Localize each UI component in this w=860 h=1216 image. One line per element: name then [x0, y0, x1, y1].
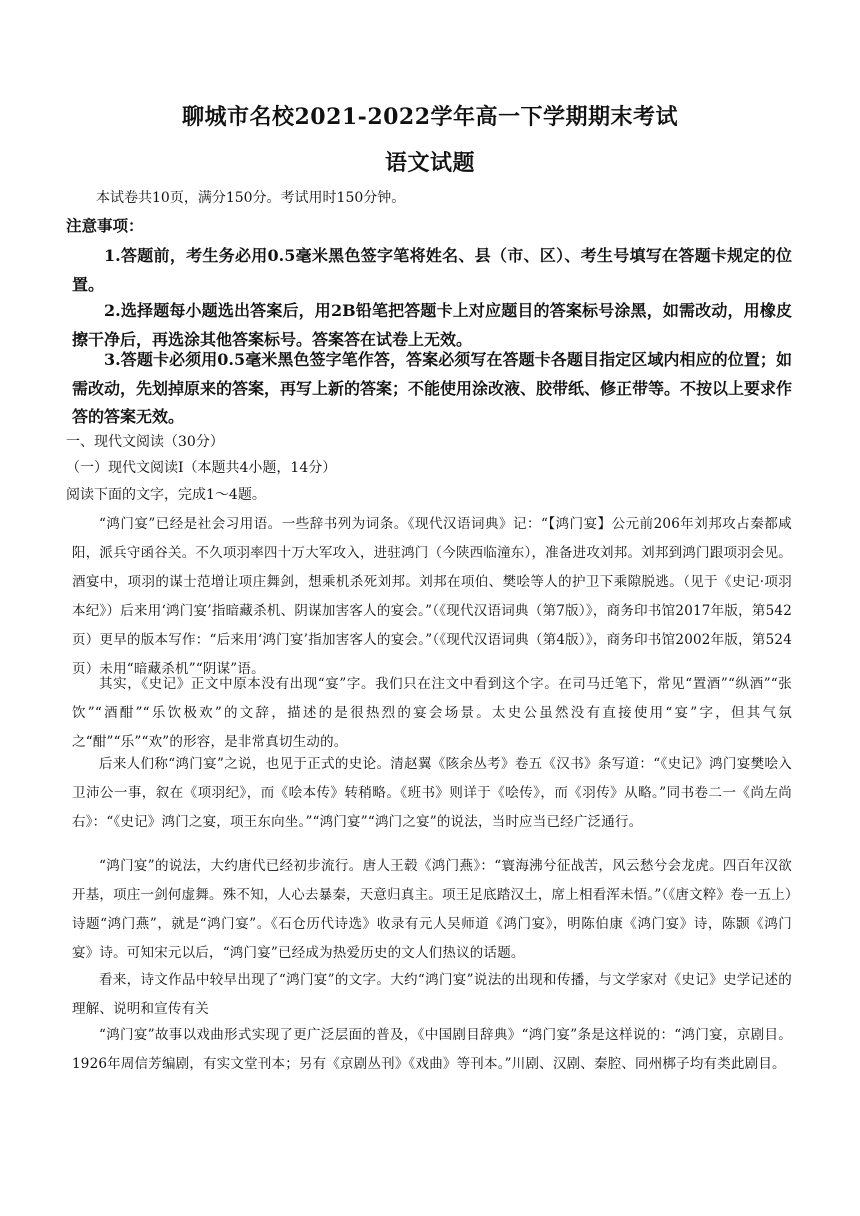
notice-item-3: 3.答题卡必须用0.5毫米黑色签字笔作答，答案必须写在答题卡各题目指定区域内相应的位置；如需改动，先划掉原来的答案，再写上新的答案；不能使用涂改液、胶带纸、修正带等。不按以上要求作答的答案无效。: [72, 350, 793, 426]
exam-intro: 本试卷共10页，满分150分。考试用时150分钟。: [96, 190, 406, 206]
notice-heading: 注意事项：: [66, 216, 144, 235]
exam-title: 聊城市名校2021-2022学年高一下学期期末考试: [181, 104, 679, 130]
passage-paragraph-1: “鸿门宴”已经是社会习用语。一些辞书列为词条。《现代汉语词典》记：“【鸿门宴】公元前206年刘邦攻占秦都咸阳，派兵守函谷关。不久项羽率四十万大军攻入，进驻鸿门（今陕西临潼东），准备进攻刘邦。刘邦到鸿门跟项羽会见。酒宴中，项羽的谋士范增让项庄舞剑，想乘机杀死刘邦。刘邦在项伯、樊哙等人的护卫下乘隙脱逃。（见于《史记·项羽本纪》）后来用‘鸿门宴’指暗藏杀机、阴谋加害客人的宴会。”（《现代汉语词典（第7版）》，商务印书馆2017年版，第542页）更早的版本写作：“后来用‘鸿门宴’指加害客人的宴会。”（《现代汉语词典（第4版）》，商务印书馆2002年版，第524页）未用“暗藏杀机”“阴谋”语。: [72, 516, 792, 677]
exam-subtitle: 语文试题: [384, 150, 475, 176]
passage-paragraph-2: 其实，《史记》正文中原本没有出现“宴”字。我们只在注文中看到这个字。在司马迁笔下，常见“置酒”“纵酒”“张饮”“酒酣”“乐饮极欢”的文辞，描述的是很热烈的宴会场景。太史公虽然没有直接使用“宴”字，但其气氛之“酣”“乐”“欢”的形容，是非常真切生动的。: [72, 676, 792, 750]
passage-paragraph-4: “鸿门宴”的说法，大约唐代已经初步流行。唐人王毂《鸿门燕》：“寰海沸兮征战苦，风云愁兮会龙虎。四百年汉欲开基，项庄一剑何虚舞。殊不知，人心去暴秦，天意归真主。项王足底踏汉土，席上相看浑未悟。”（《唐文粹》卷一五上）诗题“鸿门燕”，就是“鸿门宴”。《石仓历代诗选》收录有元人吴师道《鸿门宴》，明陈伯康《鸿门宴》诗，陈颢《鸿门宴》诗。可知宋元以后，“鸿门宴”已经成为热爱历史的文人们热议的话题。: [72, 858, 792, 961]
passage-paragraph-3: 后来人们称“鸿门宴”之说，也见于正式的史论。清赵翼《陔余丛考》卷五《汉书》条写道：“《史记》鸿门宴樊哙入卫沛公一事，叙在《项羽纪》，而《哙本传》转稍略。《班书》则详于《哙传》，而《羽传》从略。”同书卷二一《尚左尚右》：“《史记》鸿门之宴，项王东向坐。”“鸿门宴”“鸿门之宴”的说法，当时应当已经广泛通行。: [72, 756, 792, 830]
passage-paragraph-6: “鸿门宴”故事以戏曲形式实现了更广泛层面的普及，《中国剧目辞典》“鸿门宴”条是这样说的：“鸿门宴，京剧目。1926年周信芳编剧，有实文堂刊本；另有《京剧丛刊》《戏曲》等刊本。”川剧、汉剧、秦腔、同州梆子均有类此剧目。: [72, 1027, 792, 1072]
section-heading: 一、现代文阅读（30分）: [66, 434, 224, 450]
reading-instruction: 阅读下面的文字，完成1～4题。: [66, 487, 266, 503]
section-sub-heading: （一）现代文阅读Ⅰ（本题共4小题，14分）: [66, 460, 337, 476]
notice-item-1: 1.答题前，考生务必用0.5毫米黑色签字笔将姓名、县（市、区）、考生号填写在答题卡规定的位置。: [72, 246, 792, 294]
notice-item-2: 2.选择题每小题选出答案后，用2B铅笔把答题卡上对应题目的答案标号涂黑，如需改动，用橡皮擦干净后，再选涂其他答案标号。答案答在试卷上无效。: [72, 301, 792, 349]
passage-paragraph-5: 看来，诗文作品中较早出现了“鸿门宴”的文字。大约“鸿门宴”说法的出现和传播，与文学家对《史记》史学记述的理解、说明和宣传有关: [72, 972, 792, 1017]
